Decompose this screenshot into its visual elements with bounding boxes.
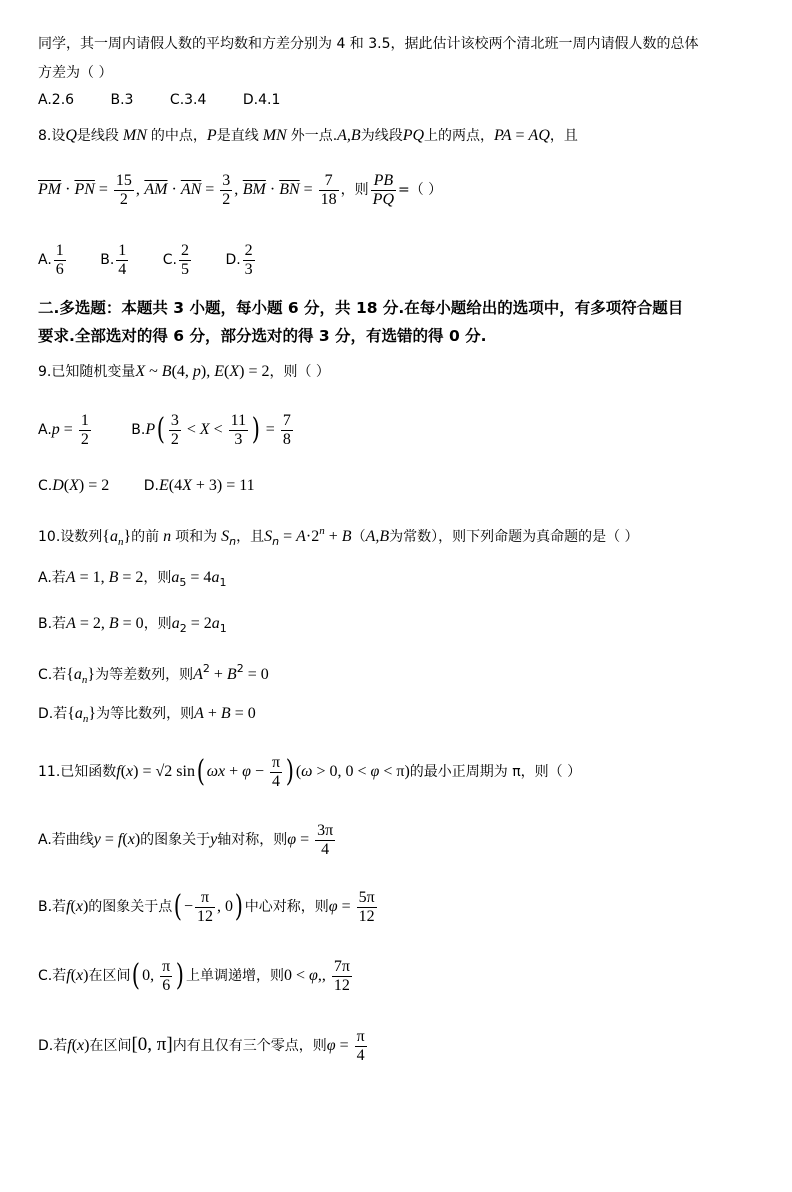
q11-option-c: C.若f(x)在区间( 0, $\frac{\pi}{6}$ ) 上单调递增，则0 < φ,, $\frac{7\pi}{12}$ [38,957,350,994]
q8-option-b: B. $\frac{1}{4}$ [100,241,127,278]
q9-option-a: A.p = $\frac{1}{2}$ [38,411,89,448]
q9-options-cd [38,476,255,496]
q11-option-d: D.若f(x)在区间[0, π]内有且仅有三个零点，则φ = $\frac{\pi}{4}$ [38,1027,365,1064]
q7-stem-line2: 方差为（ ） [38,65,113,81]
q11-option-b: B.若f(x)的图象关于点( − $\frac{\pi}{12}$ , 0) 中心对称，则φ = $\frac{5\pi}{12}$ [38,888,375,925]
q8-options [38,240,257,280]
q11-option-a: A.若曲线y = f(x)的图象关于y轴对称，则φ = $\frac{3\pi}{4}$ [38,821,334,858]
q7-option-a: A.2.6 [38,92,75,108]
q7-stem-line1: 同学，其一周内请假人数的平均数和方差分别为 4 和 3.5，据此估计该校两个清北班一周内请假人数的总体 [38,36,699,52]
q9-stem: 9.已知随机变量X ~ B(4, p), E(X) = 2，则（ ） [38,363,330,380]
section2-header-line1: 二.多选题：本题共 3 小题，每小题 6 分，共 18 分.在每小题给出的选项中，有多项符合题目 [38,299,684,317]
q8-option-a: A. $\frac{1}{6}$ [38,241,64,278]
q10-stem: 10.设数列$\{a_n\}$的前 n 项和为 $S_n$，且$S_n = A\cdot 2^n + B(A,B$为常数），则下列命题为真命题的是（ ） [38,525,639,548]
q10-option-a: A.若A = 1, B = 2，则$a_5 = 4a_1$ [38,569,227,589]
q7-option-c: C.3.4 [169,92,207,108]
q9-option-d: D.E(4X + 3) = 11 [143,477,255,494]
q10-option-b: B.若A = 2, B = 0，则$a_2 = 2a_1$ [38,615,227,635]
q9-options-ab [38,408,295,452]
q7-options [38,90,312,110]
section2-header-line2: 要求.全部选对的得 6 分，部分选对的得 3 分，有选错的得 0 分. [38,327,487,345]
q8-option-c: C. $\frac{2}{5}$ [162,241,189,278]
q8-stem-line2: $\overline{PM} \cdot \overline{PN}$ = $\frac{15}{2}$ , $\overline{AM} \cdot \overline{AN}$ = $\frac{3}{2}$ , $\overline{BM} \cdot \overline{BN}$ = $\frac{7}{18}$ ，则 $\frac{PB}{PQ}$ =（ ） [38,171,443,208]
q9-option-b: B.P( $\frac{3}{2}$ < X < $\frac{11}{3}$ ) = $\frac{7}{8}$ [131,411,291,448]
q8-option-d: D. $\frac{2}{3}$ [225,241,253,278]
q7-option-b: B.3 [110,92,134,108]
q10-option-c: C.若$\{a_n\}$为等差数列，则$A^2 + B^2 = 0$ [38,662,269,686]
q10-option-d: D.若$\{a_n\}$为等比数列，则A + B = 0 [38,705,256,725]
q7-option-d: D.4.1 [242,92,281,108]
q11-stem: 11.已知函数f(x) = √2 sin( ωx + φ − $\frac{\pi}{4}$ ) (ω > 0, 0 < φ < π)的最小正周期为 π，则（ ） [38,753,582,790]
q8-stem-line1: 8.设Q是线段 MN 的中点，P是直线 MN 外一点.A,B为线段PQ上的两点，PA = AQ，且 [38,127,578,144]
q9-option-c: C.D(X) = 2 [38,477,110,494]
